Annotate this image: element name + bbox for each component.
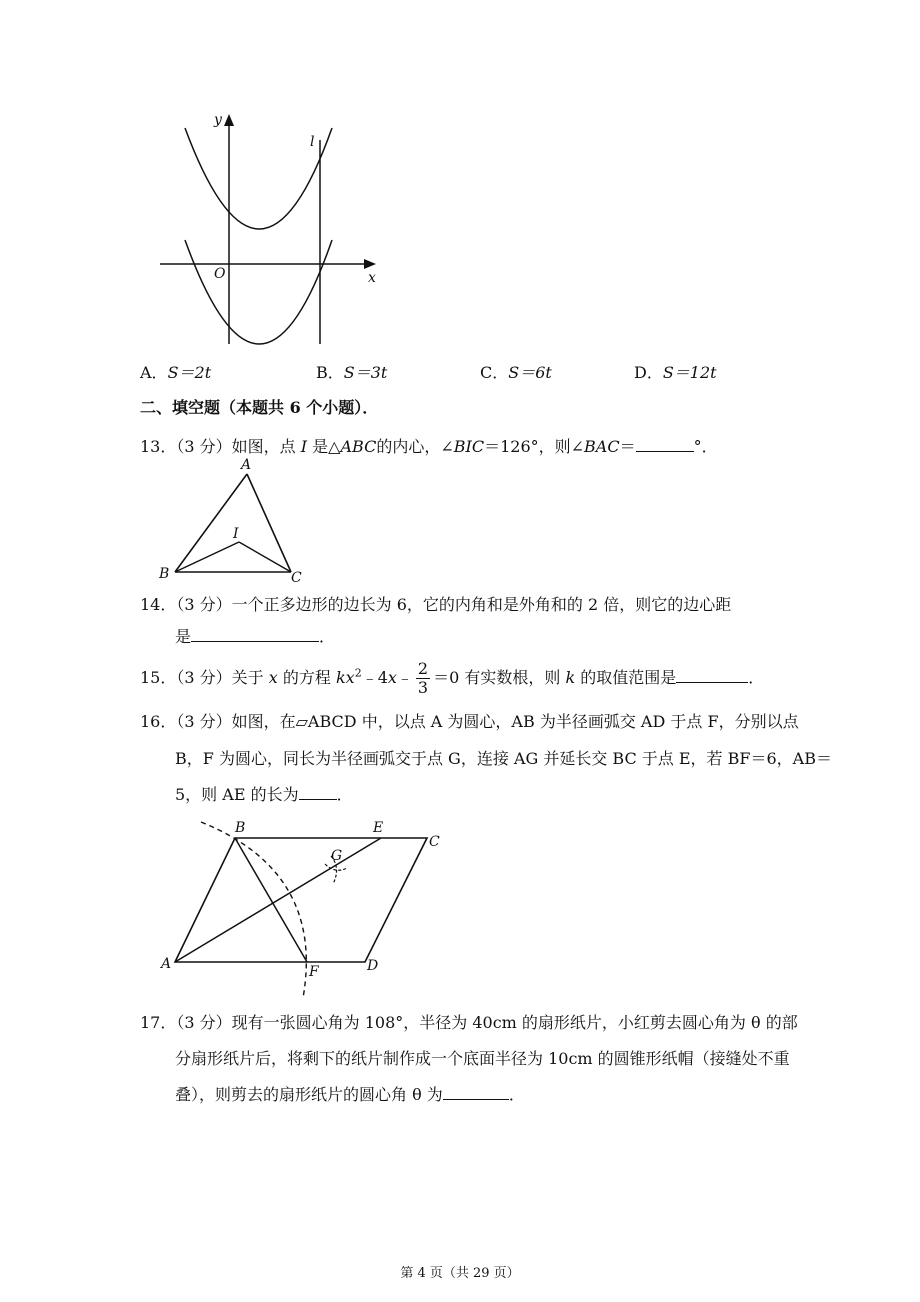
point-g-label: G [331, 848, 343, 864]
question-16-line-3: 5，则 AE 的长为 ． [175, 785, 353, 804]
question-17-line-1: 17．（3 分）现有一张圆心角为 108°，半径为 40cm 的扇形纸片，小红剪去圆心角为 θ 的部 [140, 1013, 798, 1032]
question-14-line-1: 14．（3 分）一个正多边形的边长为 6，它的内角和是外角和的 2 倍，则它的边心距 [140, 595, 732, 614]
choice-a: A．S＝2t [140, 363, 212, 382]
question-16-line-2: B，F 为圆心，同长为半径画弧交于点 G，连接 AG 并延长交 BC 于点 E，若 BF＝6，AB＝ [175, 749, 832, 768]
fraction-two-thirds: $\frac{2}{3}$ [417, 659, 429, 697]
question-13: 13．（3 分）如图，点 I 是△ABC的内心，∠BIC＝126°，则∠BAC＝ °． [140, 437, 718, 456]
incenter-i-label: I [233, 526, 239, 542]
question-15: 15．（3 分）关于 x 的方程 $kx^2﹣4x﹣$ $\frac{2}{3}$ ＝0 有实数根，则 k 的取值范围是 ． [140, 659, 765, 697]
point-f-label: F [309, 964, 319, 980]
q14-answer-blank [191, 627, 319, 642]
parallelogram-figure [155, 812, 455, 1002]
q17-answer-blank [443, 1085, 509, 1100]
choice-b: B．S＝3t [316, 363, 388, 382]
x-axis-arrow [364, 259, 376, 269]
choice-d: D．S＝12t [634, 363, 717, 382]
y-axis-label: y [214, 112, 222, 128]
parabola-graph-figure [150, 110, 390, 350]
segment-ci [239, 542, 291, 572]
q13-answer-blank [636, 437, 694, 452]
segment-bi [175, 542, 239, 572]
choice-c: C．S＝6t [480, 363, 552, 382]
vertex-c-label: C [291, 570, 302, 586]
y-axis-arrow [224, 114, 234, 126]
page-footer: 第 4 页（共 29 页） [400, 1266, 520, 1281]
question-17-line-2: 分扇形纸片后，将剩下的纸片制作成一个底面半径为 10cm 的圆锥形纸帽（接缝处不重 [175, 1049, 790, 1068]
point-e-label: E [373, 820, 384, 836]
side-ac [247, 474, 291, 572]
question-14-line-2: 是 ． [175, 627, 336, 646]
vertex-b-label: B [159, 566, 170, 582]
section-title: 二、填空题（本题共 6 个小题）． [140, 398, 379, 417]
question-16-line-1: 16．（3 分）如图，在▱ABCD 中，以点 A 为圆心，AB 为半径画弧交 AD 于点 F，分别以点 [140, 712, 799, 731]
segment-ae [175, 838, 381, 962]
origin-label: O [214, 266, 226, 282]
vertex-b-label: B [235, 820, 246, 836]
vertex-a-label: A [241, 457, 252, 473]
parallelogram-abcd [175, 838, 427, 962]
lower-parabola [185, 240, 332, 344]
segment-bf [235, 838, 307, 962]
q15-answer-blank [676, 668, 748, 683]
triangle-figure [155, 456, 315, 586]
line-l-label: l [310, 134, 315, 150]
vertex-d-label: D [367, 958, 379, 974]
vertex-a-label: A [161, 956, 172, 972]
question-17-line-3: 叠），则剪去的扇形纸片的圆心角 θ 为 ． [175, 1085, 525, 1104]
x-axis-label: x [368, 270, 376, 286]
arc-centered-a [201, 822, 306, 998]
side-ab [175, 474, 247, 572]
q16-answer-blank [299, 785, 337, 800]
vertex-c-label: C [429, 834, 440, 850]
